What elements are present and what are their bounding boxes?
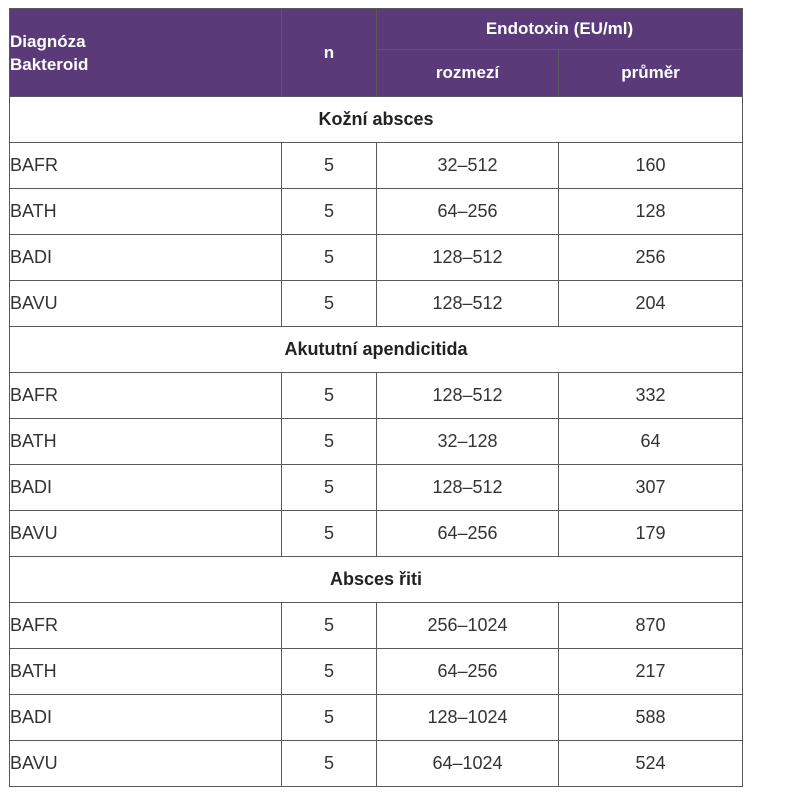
cell-n: 5 — [282, 603, 377, 649]
cell-bacteroid: BADI — [10, 235, 282, 281]
cell-mean: 217 — [559, 649, 743, 695]
cell-n: 5 — [282, 741, 377, 787]
table-row — [10, 511, 743, 557]
cell-n: 5 — [282, 511, 377, 557]
cell-range: 32–512 — [377, 143, 559, 189]
cell-bacteroid: BAFR — [10, 143, 282, 189]
header-diagnosis-line1: Diagnóza — [10, 31, 86, 51]
cell-range: 64–1024 — [377, 741, 559, 787]
header-mean: průměr — [559, 50, 743, 97]
section-title: Kožní absces — [10, 97, 743, 143]
section-title: Absces řiti — [10, 557, 743, 603]
cell-n: 5 — [282, 465, 377, 511]
cell-bacteroid: BATH — [10, 189, 282, 235]
table-row — [10, 695, 743, 741]
cell-bacteroid: BADI — [10, 695, 282, 741]
cell-n: 5 — [282, 281, 377, 327]
cell-range: 128–512 — [377, 235, 559, 281]
cell-bacteroid: BATH — [10, 649, 282, 695]
cell-mean: 64 — [559, 419, 743, 465]
cell-bacteroid: BAFR — [10, 373, 282, 419]
cell-range: 32–128 — [377, 419, 559, 465]
cell-bacteroid: BAVU — [10, 281, 282, 327]
header-diagnosis — [10, 9, 282, 97]
section-row — [10, 557, 743, 603]
cell-mean: 332 — [559, 373, 743, 419]
cell-n: 5 — [282, 143, 377, 189]
cell-n: 5 — [282, 189, 377, 235]
cell-n: 5 — [282, 419, 377, 465]
table-row — [10, 281, 743, 327]
cell-mean: 307 — [559, 465, 743, 511]
cell-mean: 128 — [559, 189, 743, 235]
table-body — [10, 97, 743, 787]
cell-mean: 179 — [559, 511, 743, 557]
cell-mean: 524 — [559, 741, 743, 787]
table-row — [10, 143, 743, 189]
cell-bacteroid: BAVU — [10, 741, 282, 787]
cell-mean: 870 — [559, 603, 743, 649]
cell-mean: 204 — [559, 281, 743, 327]
table-row — [10, 235, 743, 281]
table-row — [10, 189, 743, 235]
table-header — [10, 9, 743, 97]
cell-n: 5 — [282, 373, 377, 419]
section-row — [10, 97, 743, 143]
table-row — [10, 649, 743, 695]
cell-bacteroid: BATH — [10, 419, 282, 465]
endotoxin-table — [9, 8, 743, 787]
section-title: Akututní apendicitida — [10, 327, 743, 373]
header-n: n — [282, 9, 377, 97]
cell-range: 128–512 — [377, 465, 559, 511]
cell-range: 64–256 — [377, 511, 559, 557]
cell-range: 64–256 — [377, 649, 559, 695]
cell-n: 5 — [282, 235, 377, 281]
table-row — [10, 603, 743, 649]
cell-range: 128–512 — [377, 281, 559, 327]
cell-range: 64–256 — [377, 189, 559, 235]
table-row — [10, 741, 743, 787]
table-row — [10, 419, 743, 465]
cell-mean: 588 — [559, 695, 743, 741]
cell-range: 128–1024 — [377, 695, 559, 741]
cell-bacteroid: BAFR — [10, 603, 282, 649]
table-row — [10, 373, 743, 419]
header-range: rozmezí — [377, 50, 559, 97]
cell-mean: 160 — [559, 143, 743, 189]
cell-bacteroid: BAVU — [10, 511, 282, 557]
section-row — [10, 327, 743, 373]
cell-range: 128–512 — [377, 373, 559, 419]
table-row — [10, 465, 743, 511]
cell-range: 256–1024 — [377, 603, 559, 649]
cell-n: 5 — [282, 695, 377, 741]
cell-mean: 256 — [559, 235, 743, 281]
cell-bacteroid: BADI — [10, 465, 282, 511]
header-endotoxin: Endotoxin (EU/ml) — [377, 9, 743, 50]
header-diagnosis-line2: Bakteroid — [10, 54, 89, 74]
cell-n: 5 — [282, 649, 377, 695]
